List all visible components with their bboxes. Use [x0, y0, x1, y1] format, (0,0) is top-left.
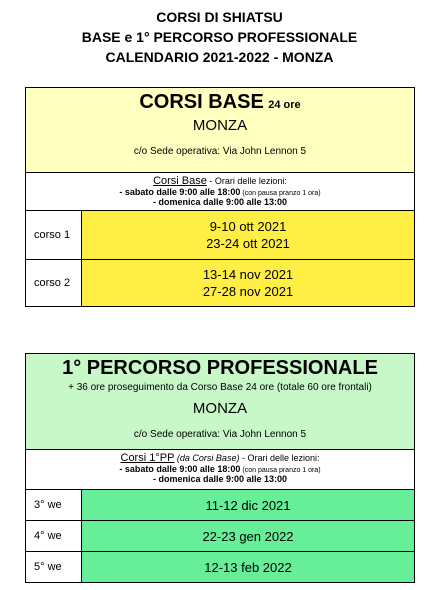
pp-header-band [26, 354, 414, 449]
pp-row-date: 11-12 dic 2021 [82, 490, 414, 520]
base-row-date: 9-10 ott 2021 [209, 219, 287, 234]
pp-course-box [25, 353, 415, 583]
base-row [26, 210, 414, 259]
base-address: c/o Sede operativa: Via John Lennon 5 [133, 146, 307, 157]
base-schedule-suffix: - Orari delle lezioni: [206, 176, 287, 186]
base-row-dates [82, 260, 414, 306]
pp-row [26, 489, 414, 520]
pp-city: MONZA [192, 400, 248, 417]
base-schedule-title: Corsi Base [153, 175, 207, 187]
base-row [26, 259, 414, 306]
pp-row-label: 3° we [26, 490, 82, 520]
base-title: CORSI BASE [139, 91, 264, 113]
base-row-date: 27-28 nov 2021 [202, 284, 294, 299]
pp-schedule [26, 449, 414, 489]
pp-schedule-italic: (da Corsi Base) [174, 453, 240, 463]
base-city: MONZA [192, 117, 248, 134]
base-course-box [25, 87, 415, 307]
base-row-date: 23-24 ott 2021 [206, 236, 290, 251]
base-header-band [26, 88, 414, 172]
pp-saturday: - sabato dalle 9:00 alle 18:00 [119, 464, 241, 474]
pp-schedule-title: Corsi 1°PP [120, 452, 175, 464]
pp-address: c/o Sede operativa: Via John Lennon 5 [133, 429, 307, 440]
pp-subtitle: + 36 ore proseguimento da Corso Base 24 ore (totale 60 ore frontali) [68, 382, 372, 393]
base-schedule [26, 172, 414, 210]
base-row-dates [82, 211, 414, 259]
header-line-2: BASE e 1° PERCORSO PROFESSIONALE [81, 29, 358, 45]
pp-saturday-note: (con pausa pranzo 1 ora) [240, 467, 321, 474]
pp-row [26, 551, 414, 582]
pp-row-label: 5° we [26, 552, 82, 582]
pp-schedule-suffix: - Orari delle lezioni: [239, 453, 320, 463]
pp-row [26, 520, 414, 551]
pp-row-label: 4° we [26, 521, 82, 551]
header-line-1: CORSI DI SHIATSU [156, 9, 283, 25]
pp-row-date: 22-23 gen 2022 [82, 521, 414, 551]
base-sunday: - domenica dalle 9:00 alle 13:00 [152, 197, 288, 207]
pp-row-date: 12-13 feb 2022 [82, 552, 414, 582]
base-saturday-note: (con pausa pranzo 1 ora) [240, 190, 321, 197]
header-line-3: CALENDARIO 2021-2022 - MONZA [105, 49, 334, 65]
base-saturday: - sabato dalle 9:00 alle 18:00 [119, 187, 241, 197]
pp-sunday: - domenica dalle 9:00 alle 13:00 [152, 474, 288, 484]
base-row-date: 13-14 nov 2021 [202, 267, 294, 282]
base-row-label: corso 1 [26, 211, 82, 259]
base-hours: 24 ore [268, 99, 301, 111]
pp-title: 1° PERCORSO PROFESSIONALE [62, 357, 378, 379]
base-row-label: corso 2 [26, 260, 82, 306]
